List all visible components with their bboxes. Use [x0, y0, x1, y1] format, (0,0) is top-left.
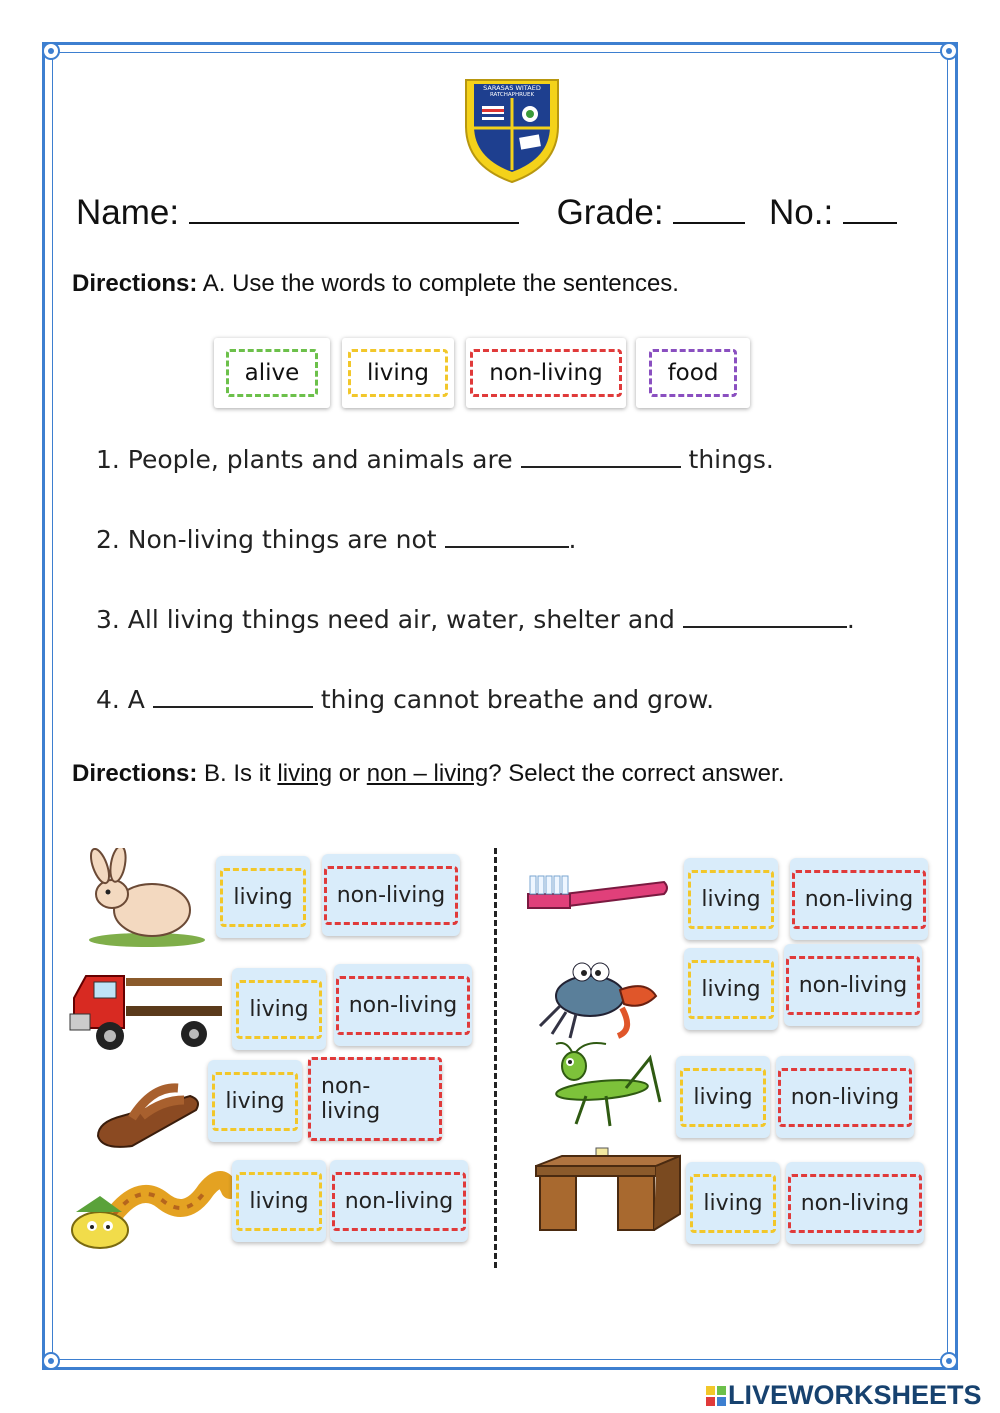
word-bank-non-living[interactable] — [466, 338, 626, 408]
directions-a-letter: A. — [202, 270, 226, 297]
word-bank-living[interactable] — [342, 338, 454, 408]
directions-b-non-living: non – living — [366, 760, 489, 787]
directions-b-letter: B. — [204, 760, 227, 787]
sandal-living-option[interactable] — [208, 1060, 302, 1142]
svg-text:SARASAS WITAED: SARASAS WITAED — [483, 84, 541, 92]
brand-text: LIVEWORKSHEETS — [728, 1380, 982, 1410]
option-label: living — [688, 960, 773, 1019]
corner-ornament — [42, 1352, 60, 1370]
sentence-1-end: things. — [688, 445, 774, 474]
corner-ornament — [42, 42, 60, 60]
word-bank-alive[interactable] — [214, 338, 330, 408]
desk-non-living-option[interactable] — [786, 1162, 924, 1244]
option-label: non-living — [786, 956, 921, 1015]
option-label: living — [212, 1072, 297, 1131]
option-label: living — [680, 1068, 765, 1127]
school-crest — [462, 76, 562, 186]
option-label: non-living — [788, 1174, 923, 1233]
directions-b-text-2: ? Select the correct answer. — [488, 760, 785, 787]
sentence-2-blank[interactable] — [445, 524, 569, 548]
option-label: non-living — [778, 1068, 913, 1127]
option-label: living — [236, 1172, 321, 1231]
grasshopper-picture — [546, 1040, 674, 1134]
option-label: non-living — [324, 866, 459, 925]
directions-b-text-1: Is it — [233, 760, 271, 787]
rabbit-living-option[interactable] — [216, 856, 310, 938]
sentence-4-end: thing cannot breathe and grow. — [320, 685, 715, 714]
directions-b — [72, 760, 784, 788]
rabbit-non-living-option[interactable] — [322, 854, 460, 936]
toothbrush-picture — [524, 870, 670, 920]
directions-b-living: living — [277, 760, 333, 787]
word-alive: alive — [226, 349, 319, 397]
directions-a — [72, 270, 679, 298]
grasshopper-non-living-option[interactable] — [776, 1056, 914, 1138]
sentence-4-text: 4. A — [96, 685, 145, 714]
sandal-non-living-option[interactable] — [308, 1058, 442, 1140]
sentence-2 — [96, 524, 576, 554]
sentence-2-text: 2. Non-living things are not — [96, 525, 437, 554]
option-label: living — [236, 980, 321, 1039]
number-label: No.: — [769, 193, 834, 232]
snake-non-living-option[interactable] — [330, 1160, 468, 1242]
option-label: living — [220, 868, 305, 927]
option-label: non-living — [792, 870, 927, 929]
column-divider — [494, 848, 497, 1268]
corner-ornament — [940, 42, 958, 60]
liveworksheets-brand — [706, 1380, 982, 1411]
sentence-3-end: . — [846, 605, 855, 634]
sandal-picture — [92, 1066, 204, 1154]
sentence-1-text: 1. People, plants and animals are — [96, 445, 513, 474]
grade-blank[interactable] — [673, 192, 745, 224]
crab-living-option[interactable] — [684, 948, 778, 1030]
sentence-1-blank[interactable] — [521, 444, 681, 468]
word-non-living: non-living — [470, 349, 621, 397]
word-bank-food[interactable] — [636, 338, 750, 408]
svg-text:RATCHAPHRUEK: RATCHAPHRUEK — [489, 92, 535, 98]
truck-picture — [66, 958, 226, 1058]
word-living: living — [348, 349, 448, 397]
option-label: non-living — [336, 976, 471, 1035]
desk-picture — [532, 1144, 682, 1234]
sentence-4-blank[interactable] — [153, 684, 313, 708]
snake-living-option[interactable] — [232, 1160, 326, 1242]
option-label: living — [690, 1174, 775, 1233]
directions-a-text: Use the words to complete the sentences. — [232, 270, 679, 297]
sentence-3 — [96, 604, 855, 634]
toothbrush-non-living-option[interactable] — [790, 858, 928, 940]
option-label: non-living — [332, 1172, 467, 1231]
sentence-3-blank[interactable] — [683, 604, 847, 628]
grasshopper-living-option[interactable] — [676, 1056, 770, 1138]
option-label: living — [688, 870, 773, 929]
option-label: non-living — [308, 1057, 442, 1141]
truck-non-living-option[interactable] — [334, 964, 472, 1046]
corner-ornament — [940, 1352, 958, 1370]
truck-living-option[interactable] — [232, 968, 326, 1050]
student-info-line — [76, 192, 897, 233]
name-blank[interactable] — [189, 192, 519, 224]
grade-label: Grade: — [556, 193, 664, 232]
sentence-1 — [96, 444, 774, 474]
crab-picture — [530, 950, 664, 1040]
name-label: Name: — [76, 193, 180, 232]
directions-b-or: or — [338, 760, 361, 787]
sentence-4 — [96, 684, 714, 714]
toothbrush-living-option[interactable] — [684, 858, 778, 940]
sentence-2-end: . — [568, 525, 577, 554]
directions-a-label: Directions: — [72, 270, 198, 297]
crab-non-living-option[interactable] — [784, 944, 922, 1026]
snake-picture — [66, 1160, 236, 1256]
directions-b-label: Directions: — [72, 760, 198, 787]
rabbit-picture — [82, 848, 212, 948]
desk-living-option[interactable] — [686, 1162, 780, 1244]
liveworksheets-logo-icon — [706, 1386, 726, 1406]
word-food: food — [649, 349, 738, 397]
sentence-3-text: 3. All living things need air, water, shelter and — [96, 605, 675, 634]
number-blank[interactable] — [843, 192, 897, 224]
